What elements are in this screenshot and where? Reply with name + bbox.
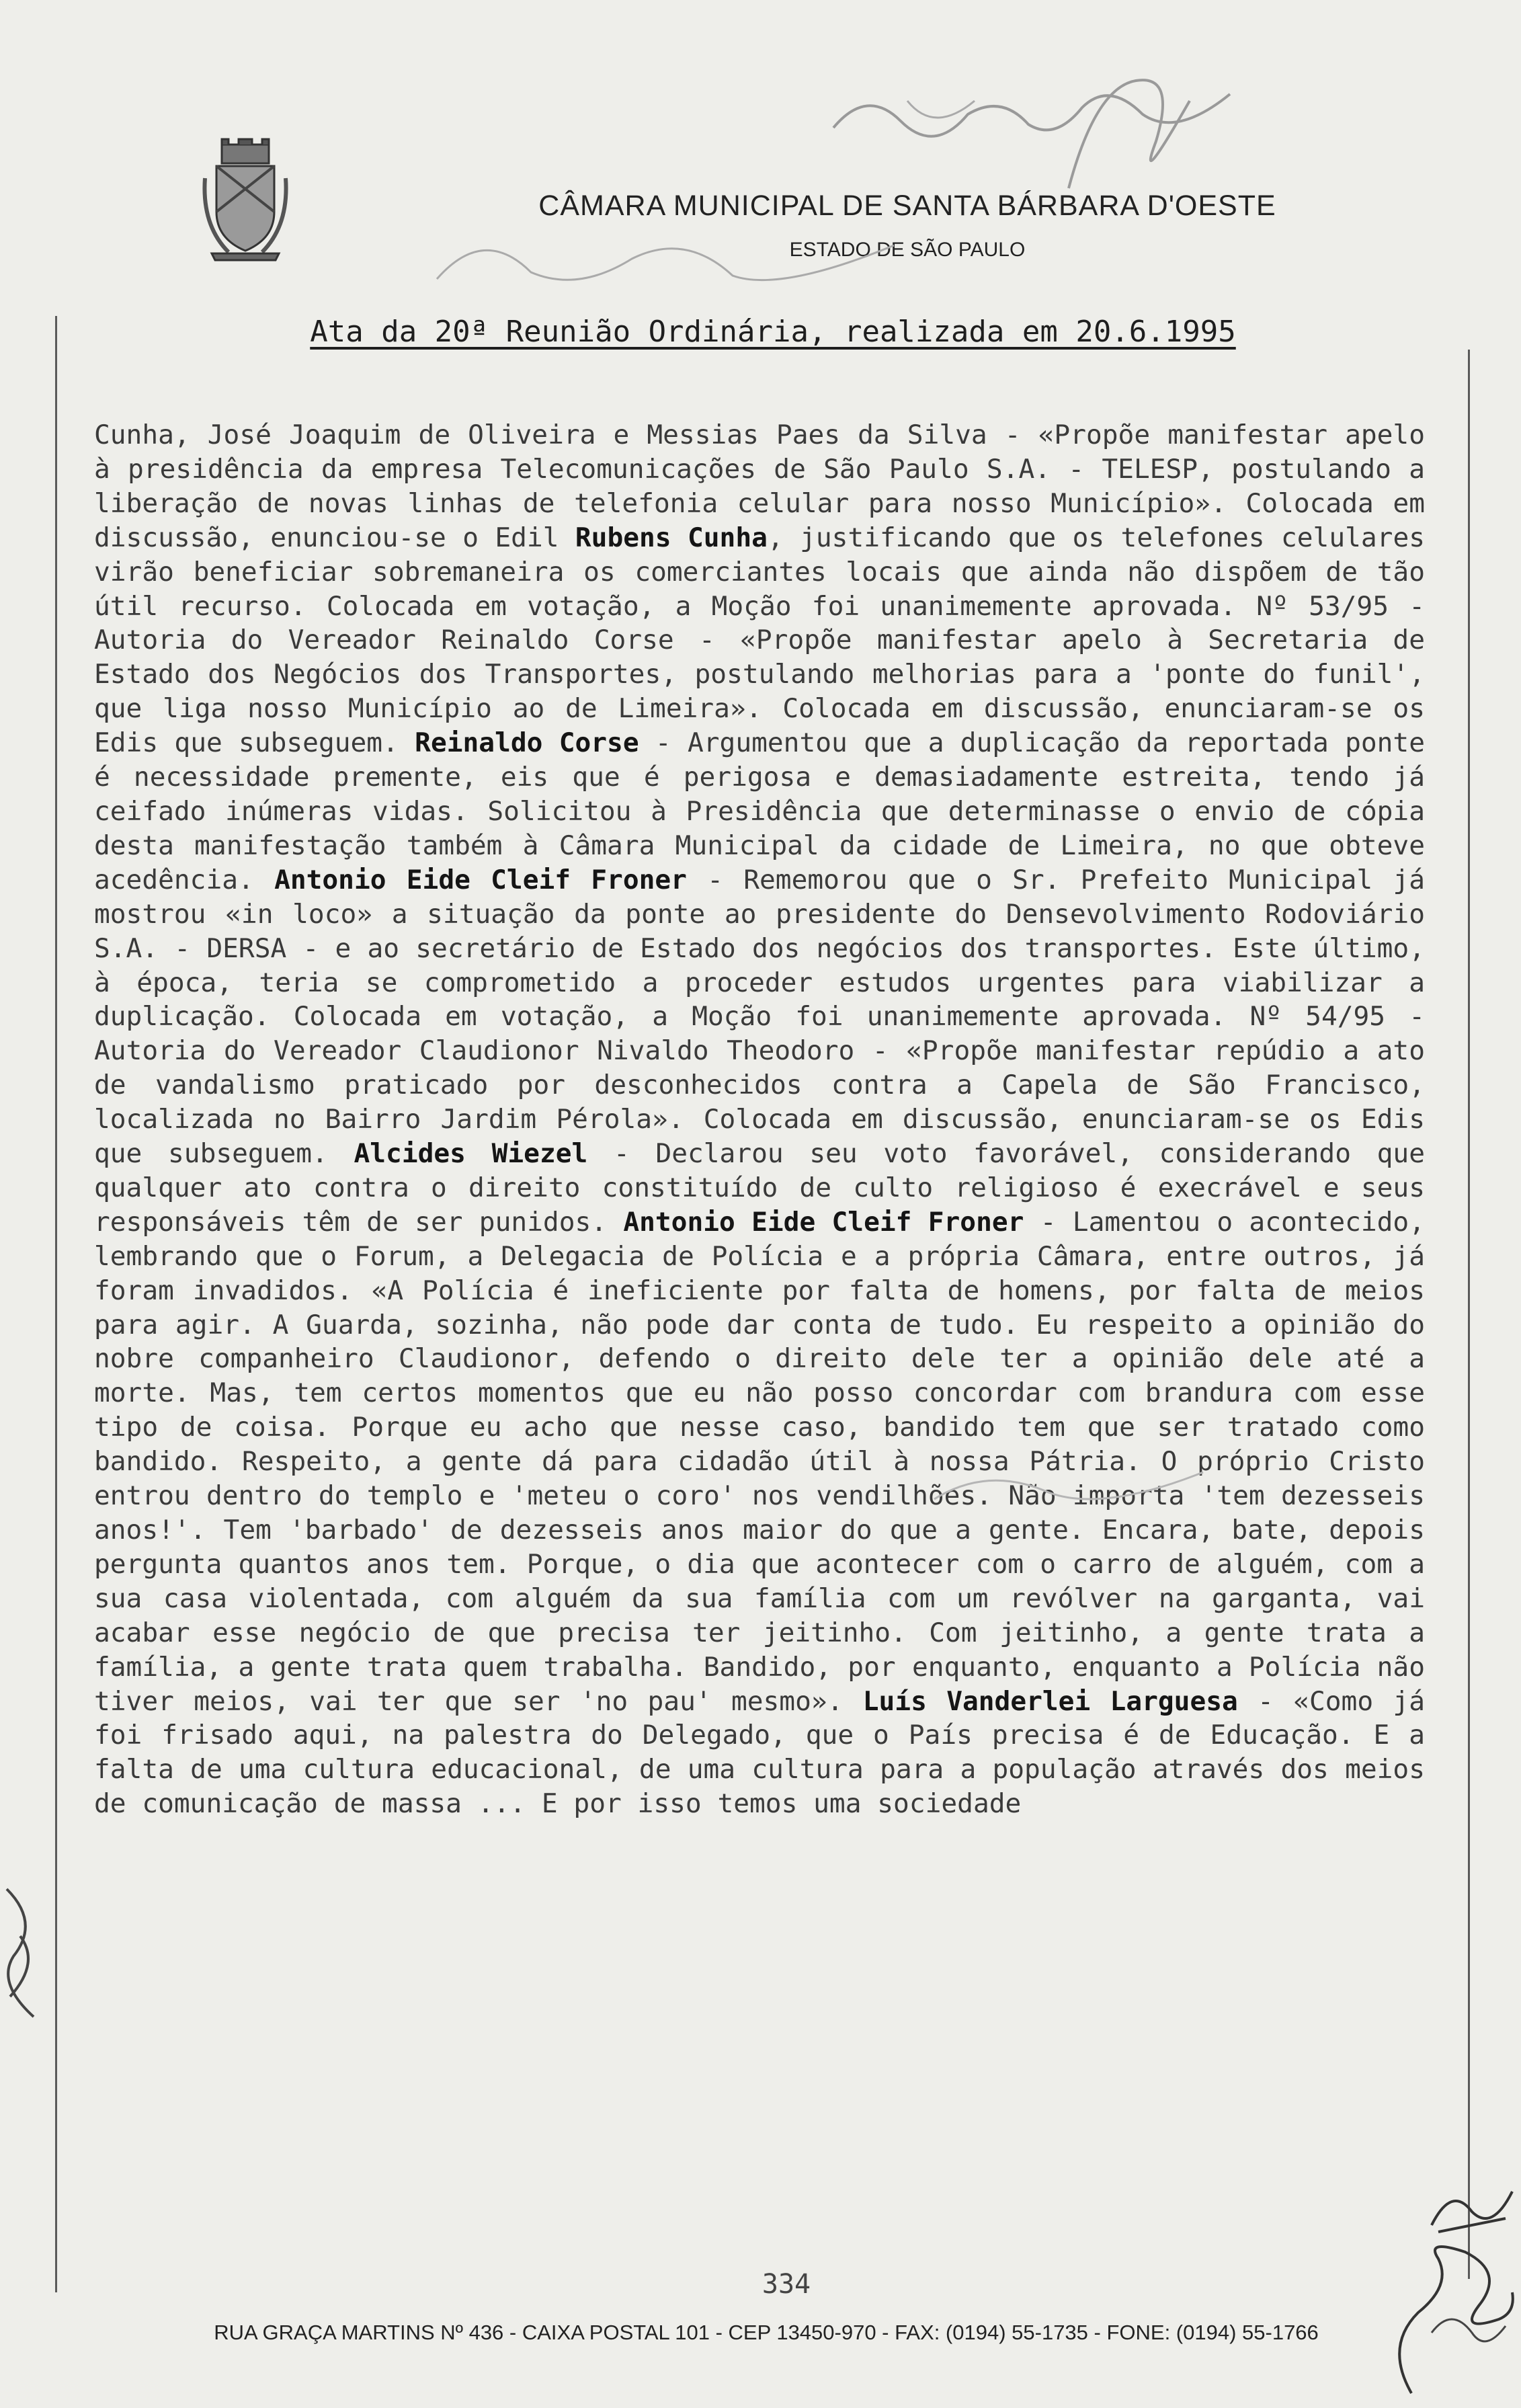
address-footer: RUA GRAÇA MARTINS Nº 436 - CAIXA POSTAL 101 - CEP 13450-970 - FAX: (0194) 55-1735 - FONE: (0194) 55-1766 (214, 2321, 1319, 2344)
body-segment: - Rememorou que o Sr. Prefeito Municipal já mostrou «in loco» a situação da ponte ao presidente do Densevolvimento Rodoviário S.A. - DERSA - e ao secretário de Estado dos negócios dos transportes. Este último, à época, teria se comprometido a proceder estudos urgentes para viabilizar a duplicação. Colocada em votação, a Moção foi unanimemente aprovada. Nº 54/95 - Autoria do Vereador Claudionor Nivaldo Theodoro - «Propõe manifestar repúdio a ato de vandalismo praticado por desconhecidos contra a Capela de São Francisco, localizada no Bairro Jardim Pérola». Colocada em discussão, enunciaram-se os Edis que subseguem. (94, 864, 1425, 1170)
speaker-name: Luís Vanderlei Larguesa (862, 1685, 1238, 1717)
signature-left-margin-icon (0, 1882, 47, 2030)
body-segment: , justificando que os telefones celulares virão beneficiar sobremaneira os comerciantes locais que ainda não dispõem de tão útil recurso. Colocada em votação, a Moção foi unanimemente aprovada. Nº 53/95 - Autoria do Vereador Reinaldo Corse - «Propõe manifestar apelo à Secretaria de Estado dos Negócios dos Transportes, postulando melhorias para a 'ponte do funil', que liga nosso Município ao de Limeira». Colocada em discussão, enunciaram-se os Edis que subseguem. (94, 522, 1426, 759)
handwritten-mark-icon (928, 1459, 1210, 1513)
institution-name: CÂMARA MUNICIPAL DE SANTA BÁRBARA D'OESTE (538, 190, 1276, 222)
speaker-name: Rubens Cunha (575, 522, 768, 553)
signature-bottom-right-icon (1371, 2232, 1519, 2400)
minutes-title (235, 315, 1311, 349)
coat-of-arms-icon (202, 138, 289, 262)
body-segment: - Lamentou o acontecido, lembrando que o Forum, a Delegacia de Polícia e a própria Câmara, entre outros, já foram invadidos. «A Polícia é ineficiente por falta de homens, por falta de meios para agir. A Guarda, sozinha, não pode dar conta de tudo. Eu respeito a opinião do nobre companheiro Claudionor, defendo o direito dele ter a opinião dele até a morte. Mas, tem certos momentos que eu não posso concordar com brandura com esse tipo de coisa. Porque eu acho que nesse caso, bandido tem que ser tratado como bandido. Respeito, a gente dá para cidadão útil à nossa Pátria. O próprio Cristo entrou dentro do templo e 'meteu o coro' nos vendilhões. Não importa 'tem dezesseis anos!'. Tem 'barbado' de dezesseis anos maior do que a gente. Encara, bate, depois pergunta quantos anos tem. Porque, o dia que acontecer com o carro de alguém, com a sua casa violentada, com alguém da sua família com um revólver na garganta, vai acabar esse negócio de que precisa ter jeitinho. Com jeitinho, a gente trata a família, a gente trata quem trabalha. Bandido, por enquanto, enquanto a Polícia não tiver meios, vai ter que ser 'no pau' mesmo». (94, 1206, 1425, 1717)
left-margin-line (55, 316, 57, 2292)
right-margin-line (1468, 350, 1470, 2279)
signature-right-margin-icon (1425, 2178, 1519, 2239)
page-number: 334 (762, 2269, 811, 2300)
body-segment: - «Como já foi frisado aqui, na palestra do Delegado, que o País precisa é de Educação. E a falta de uma cultura educacional, de uma cultura para a população através dos meios de comunicação de massa ... E por isso temos uma sociedade (94, 1685, 1425, 1820)
signature-top-2-icon (1055, 61, 1210, 202)
minutes-body (94, 418, 1425, 1821)
speaker-name: Antonio Eide Cleif Froner (274, 864, 687, 895)
body-segment: Cunha, José Joaquim de Oliveira e Messias Paes da Silva - «Propõe manifestar apelo à presidência da empresa Telecomunicações de São Paulo S.A. - TELESP, postulando a liberação de novas linhas de telefonia celular para nosso Município». Colocada em discussão, enunciou-se o Edil (94, 419, 1425, 553)
state-name: ESTADO DE SÃO PAULO (789, 239, 1026, 261)
minutes-title-text: Ata da 20ª Reunião Ordinária, realizada em 20.6.1995 (310, 315, 1236, 349)
speaker-name: Reinaldo Corse (415, 727, 639, 759)
speaker-name: Alcides Wiezel (354, 1138, 588, 1170)
body-segment: - Declarou seu voto favorável, considerando que qualquer ato contra o direito constituído de culto religioso é execrável e seus responsáveis têm de ser punidos. (94, 1138, 1425, 1238)
body-segment: - Argumentou que a duplicação da reportada ponte é necessidade premente, eis que é perigosa e demasiadamente estreita, tendo já ceifado inúmeras vidas. Solicitou à Presidência que determinasse o envio de cópia desta manifestação também à Câmara Municipal da cidade de Limeira, no que obteve acedência. (94, 727, 1425, 895)
signature-top-3-icon (430, 218, 901, 299)
speaker-name: Antonio Eide Cleif Froner (623, 1206, 1024, 1238)
